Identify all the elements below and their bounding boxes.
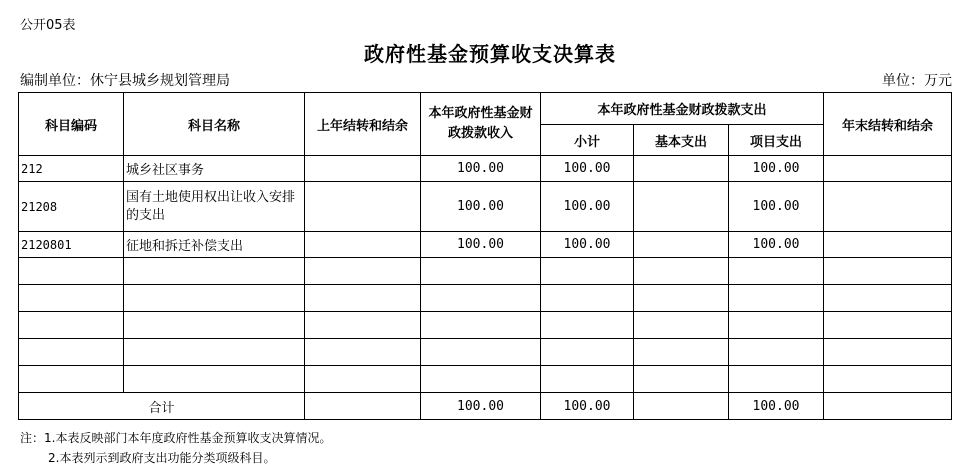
header-carryover-prev: 上年结转和结余 <box>305 93 421 156</box>
cell-carryover-end <box>824 285 952 312</box>
cell-basic <box>634 182 729 232</box>
cell-subtotal <box>541 258 634 285</box>
cell-income: 100.00 <box>421 156 541 182</box>
cell-carryover-prev <box>305 312 421 339</box>
organization-unit: 编制单位：休宁县城乡规划管理局 <box>20 73 230 89</box>
header-income: 本年政府性基金财政拨款收入 <box>421 93 541 156</box>
cell-income: 100.00 <box>421 182 541 232</box>
cell-name <box>124 258 305 285</box>
table-row <box>19 285 952 312</box>
cell-project: 100.00 <box>729 182 824 232</box>
cell-income <box>421 312 541 339</box>
table-row <box>19 156 952 182</box>
table-row <box>19 312 952 339</box>
cell-code <box>19 312 124 339</box>
cell-name <box>124 285 305 312</box>
cell-code <box>19 258 124 285</box>
total-row <box>19 393 952 420</box>
cell-code: 212 <box>19 156 124 182</box>
cell-carryover-prev <box>305 182 421 232</box>
cell-carryover-end <box>824 339 952 366</box>
table-row <box>19 366 952 393</box>
cell-subtotal: 100.00 <box>541 232 634 258</box>
cell-code: 2120801 <box>19 232 124 258</box>
table-row <box>19 232 952 258</box>
cell-subtotal: 100.00 <box>541 182 634 232</box>
cell-basic <box>634 156 729 182</box>
page-title: 政府性基金预算收支决算表 <box>364 42 616 66</box>
cell-basic <box>634 258 729 285</box>
cell-project <box>729 312 824 339</box>
cell-carryover-end <box>824 366 952 393</box>
cell-basic <box>634 366 729 393</box>
cell-name <box>124 312 305 339</box>
cell-name: 城乡社区事务 <box>124 156 305 182</box>
table-row <box>19 258 952 285</box>
cell-income <box>421 366 541 393</box>
cell-project <box>729 285 824 312</box>
cell-project <box>729 258 824 285</box>
cell-carryover-end <box>824 232 952 258</box>
header-carryover-end: 年末结转和结余 <box>824 93 952 156</box>
cell-carryover-prev <box>305 339 421 366</box>
cell-name <box>124 366 305 393</box>
form-code: 公开05表 <box>20 18 76 33</box>
table-row <box>19 339 952 366</box>
cell-name: 征地和拆迁补偿支出 <box>124 232 305 258</box>
cell-basic <box>634 339 729 366</box>
table-row <box>19 182 952 232</box>
total-income: 100.00 <box>421 393 541 420</box>
cell-project: 100.00 <box>729 232 824 258</box>
header-name: 科目名称 <box>124 93 305 156</box>
cell-income <box>421 258 541 285</box>
total-subtotal: 100.00 <box>541 393 634 420</box>
cell-carryover-prev <box>305 285 421 312</box>
total-carryover-prev <box>305 393 421 420</box>
cell-carryover-end <box>824 312 952 339</box>
cell-code <box>19 366 124 393</box>
header-code: 科目编码 <box>19 93 124 156</box>
cell-carryover-prev <box>305 156 421 182</box>
cell-subtotal <box>541 339 634 366</box>
total-project: 100.00 <box>729 393 824 420</box>
cell-project <box>729 339 824 366</box>
cell-carryover-prev <box>305 366 421 393</box>
cell-subtotal <box>541 366 634 393</box>
cell-name: 国有土地使用权出让收入安排的支出 <box>124 182 305 232</box>
total-carryover-end <box>824 393 952 420</box>
cell-income <box>421 339 541 366</box>
cell-basic <box>634 285 729 312</box>
cell-project: 100.00 <box>729 156 824 182</box>
cell-subtotal: 100.00 <box>541 156 634 182</box>
total-basic <box>634 393 729 420</box>
cell-basic <box>634 312 729 339</box>
note-1: 注：1.本表反映部门本年度政府性基金预算收支决算情况。 <box>20 431 332 445</box>
cell-carryover-end <box>824 156 952 182</box>
total-label: 合计 <box>19 393 305 420</box>
note-2: 2.本表列示到政府支出功能分类项级科目。 <box>48 451 276 465</box>
cell-name <box>124 339 305 366</box>
cell-carryover-end <box>824 258 952 285</box>
notes <box>20 428 331 468</box>
currency-unit: 单位：万元 <box>882 73 952 89</box>
cell-code: 21208 <box>19 182 124 232</box>
header-basic: 基本支出 <box>634 125 729 156</box>
cell-income <box>421 285 541 312</box>
fund-budget-table <box>18 92 952 420</box>
cell-project <box>729 366 824 393</box>
cell-code <box>19 285 124 312</box>
header-expense-group: 本年政府性基金财政拨款支出 <box>541 93 824 125</box>
header-subtotal: 小计 <box>541 125 634 156</box>
cell-basic <box>634 232 729 258</box>
header-project: 项目支出 <box>729 125 824 156</box>
cell-code <box>19 339 124 366</box>
cell-carryover-prev <box>305 232 421 258</box>
cell-subtotal <box>541 285 634 312</box>
cell-carryover-prev <box>305 258 421 285</box>
cell-subtotal <box>541 312 634 339</box>
cell-income: 100.00 <box>421 232 541 258</box>
cell-carryover-end <box>824 182 952 232</box>
